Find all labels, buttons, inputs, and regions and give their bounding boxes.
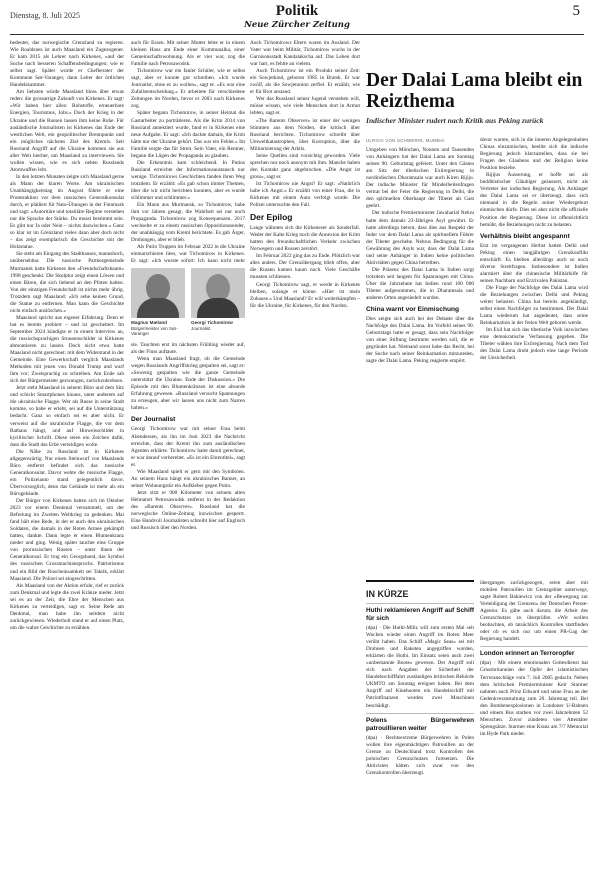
paragraph: In den letzten Monaten zeigte sich Maasland gerne als Mann der klaren Worte. Am ukrainischen Unabhängigkeitstag im August führte er eine Protestaktion vor dem russischen Generalkonsulat durch, er plädiert für Nato-Übungen in der Finnmark und sagt: «Autoritäre und totalitäre Regime verstehen nur die Sprache der Stärke. Du musst bestimmt sein. Es gibt nur Ja oder Nein – nichts dazwischen.» Ganz so klar ist im Grenzland vieles dann aber doch nicht – das zeigt exemplarisch die Geschichte mit der Holzstatue. bbox=[10, 173, 124, 251]
byline: ULRICH VON SCHWERIN, MUMBAI bbox=[366, 138, 445, 143]
issue-date: Dienstag, 8. Juli 2025 bbox=[10, 11, 80, 20]
subheading: Der Journalist bbox=[131, 416, 176, 424]
paragraph: Als Maasland von der Aktion erfuhr, rief er zurück zum Denkmal und legte die zwei Kränze nieder. Jetzt sei es an der Zeit, die Ehre der Menschen aus Kirkenes zu verteidigen, sagt er. Seine Rede am Denkmal, man habe ihn seitdem nicht zurückgewiesen. Wiederholt stand er auf einen Platz, um die wahre Geschichte zu erzählen. bbox=[10, 582, 124, 631]
portrait-photos bbox=[131, 268, 245, 336]
article-subheadline: Indischer Minister rudert nach Kritik aus Peking zurück bbox=[366, 116, 544, 125]
paragraph: Am liebsten würde Maasland bloss über etwas reden: die grossartige Zukunft von Kirkenes. Er sagt: «Wir haben hier alles: Rohstoffe, erneuerbare Energien, Tourismus, Jobs.» Doch der Krieg in der Ukraine und die Russen lassen ihm keine Ruhe. Für ausländische Journalisten ist Kirkenes das Ende der westlichen Welt, ein geopolitischer Brennpunkt und ein mögliches nächstes Ziel des Kremls. Seit Russland Angriff auf die Ukraine kommen sie aus aller Welt hierher, um Maasland zu interviewen. Sie wollen wissen, wie es sich neben Russlands Atomwaffen lebt. bbox=[10, 89, 124, 173]
paragraph: Der indische Premierminister Jawaharlal Nehru hatte dem damals 23-Jährigen Asyl gewährt. Er hatte allerdings betont, dass dies aus Respekt der Inder vor dem Dalai Lama als spirituellem Führer der Tibeter geschehe. Nehrus Bedingung für die Gewährung des Asyls war, dass der Dalai Lama und seine Anhänger in Indien keine politischen Aktivitäten gegen China betreiben. bbox=[366, 210, 474, 266]
page-header bbox=[0, 0, 594, 38]
caption-name: Georgi Tichomirow bbox=[191, 320, 233, 325]
paragraph: Auch Tichomirow ist ein Produkt seiner Zeit: ein Sowjetkind, geboren 1985 in Bratsk. Er war zwölf, als die Sowjetunion zerfiel. Er erzählt, wie er für Brot anstand. bbox=[250, 68, 360, 96]
brief-text: (dpa) · Rechtsextreme Bürgerwehren in Polen wollen ihre eigenmächtigen Patrouillen an der Grenze zu Deutschland trotz Kontrollen des polnischen Grenzschutzes fortsetzen. Die Aktivisten hätten sich zwar von den Grenzkontrollen überzeugt. bbox=[366, 734, 474, 776]
paragraph: davor warnte, sich in die inneren Angelegenheiten Chinas einzumischen, beeilte sich die indische Regierung jedoch klarzustellen, dass sie bei Fragen des Glaubens und der Religion keine Position beziehe. bbox=[480, 137, 588, 172]
header-rule bbox=[10, 34, 584, 35]
news-brief-box bbox=[366, 580, 474, 858]
news-brief-title: IN KÜRZE bbox=[366, 589, 409, 599]
paragraph: bedeutet, das norwegische Grenzland zu regieren. Wie Roaldsnes ist auch Maasland ein Zugezogener. Er kam 2015 als Lehrer nach Kirkenes, «auf der Suche nach besseren Schaffensbedingungen; wie er selbst sagt. Später wurde er Chefberater der Kommune Sør-Varanger, dann Leiter der örtlichen Handelskammer. bbox=[10, 40, 124, 89]
article-column-2 bbox=[480, 137, 588, 572]
photo-caption-left bbox=[131, 320, 185, 337]
paragraph: Die Frage der Nachfolge des Dalai Lama wird die Beziehungen zwischen Delhi und Peking weiter belasten. China hat bereits angekündigt, selbst einen Nachfolger zu bestimmen. Der Dalai Lama wiederum hat angedeutet, dass seine Reinkarnation in der freien Welt geboren werde. bbox=[480, 284, 588, 327]
portrait-journalist bbox=[191, 268, 245, 318]
divider bbox=[366, 603, 474, 604]
column-2 bbox=[131, 40, 245, 264]
brief-text: übergangen zurückgezogen, seien aber mit mobilen Patrouillen im Grenzgebiet unterwegs, sagte Robert Bakiewicz von der «Bewegung zur Verteidigung der Grenzen» der Deutschen Presse-Agentur. Es gäbe auch darum, die Arbeit des Grenzschutzes zu überprüfen. «Wir wollen beobachten, ob tatsächlich Kontrollen stattfinden oder ob es sich nur um einen PR-Gag der Regierung handelt. bbox=[480, 580, 588, 643]
paragraph: Wie Maasland spielt er gern mit den Symbolen. An seinem Haus hängt ein ukrainisches Banner, an seiner Wohnungstür ein Aufkleber gegen Putin. bbox=[131, 468, 245, 489]
paragraph: Georgi Tichomirow war mit seiner Frau beim Abendessen, als ihn im Juni 2023 die Nachricht erreichte, dass der Kreml ihn zum ausländischen Agenten erklärte. Tichomirow hatte damit gerechnet, er war darauf vorbereitet. «Es ist ein Ehrentitel», sagt er. bbox=[131, 426, 245, 468]
subheading: China warnt vor Einmischung bbox=[366, 306, 460, 314]
paragraph: Wer das Russland seiner Jugend verstehen will, müsse wissen, wie viele Menschen dort in Armut lebten, sagt er. bbox=[250, 96, 360, 117]
divider bbox=[366, 713, 474, 714]
brief-headline: Polens Bürgerwehren patrouillieren weiter bbox=[366, 716, 474, 732]
subheading: Der Epilog bbox=[250, 212, 293, 223]
paragraph: Tichomirow war ein fauler Schüler, wie er selbst sagt, aber er konnte gut schreiben. «Ich wurde Journalist, ohne es zu wollen», sagt er. «Es war eine Zufallsentscheidung.» Er arbeitete für verschiedene Zeitungen im Norden, bevor er 2003 nach Kirkenes zog. bbox=[131, 68, 245, 110]
paragraph: Ein Mann aus Murmansk, so Tichomirow, habe ihm vor Jahren gesagt, die Wahrheit sei nur noch Propaganda. Tichomirow zog Konsequenzen. 2017 wechselte er zu einem russischen Oppositionssender, der unabhängig vom Kreml berichtete. Es gab Ärger, Drohungen, aber er blieb. bbox=[131, 202, 245, 244]
paragraph: Jetzt steht Maasland in seinem Büro und dem Sitz und schickt Smartphones hinaus, unter anderem auf die ukrainische Flagge. Wer als Russe in seine Stadt komme, so habe er erlebt, sei auf die Unterstützung bedacht. Ganz so einfach sei es aber nicht. Er verweist auf die ukrainische Flagge, die vor dem Rathaus hängt, und auf Hinweisschilder in kyrillischer Schrift. Diese seien ein Zeichen dafür, dass die Stadt das Erbe verteidigen wolle. bbox=[10, 385, 124, 448]
caption-name: Magnus Mæland bbox=[131, 320, 167, 325]
caption-role: Journalist bbox=[191, 325, 211, 331]
paragraph: Umgeben von Mönchen, Nonnen und Tausenden von Anhängern hat der Dalai Lama am Sonntag seinen 90. Geburtstag gefeiert. Unter den Gästen am Sitz der tibetischen Exilregierung in nordindischen Dharamsala war auch Kiren Rijiju. Der indische Minister für Minderheitenfragen vertrat bei der Feier die Regierung in Delhi, die den spirituellen Oberhaupt der Tibeter als Gast geehrt. bbox=[366, 147, 474, 210]
paragraph: Rijijus Äusserung, er hoffe sei als buddhistischer Gläubiger geäussert, nicht als Vertreter der indischen Regierung. Als Anhänger des Dalai Lama sei er überzeugt, dass sich niemand in die Regeln seiner Wiedergeburt einmischen dürfe. Dies sei aber nicht die offizielle Position der Regierung. Diese ist offensichtlich bemüht, die Beziehungen nicht zu belasten. bbox=[480, 172, 588, 228]
paragraph: Lange wähnten sich die Kirkeneser als Sonderfall. Weder der Kalte Krieg noch die Annexion der Krim hatten den freundschaftlichen Verkehr zwischen Norwegern und Russen zerstört. bbox=[250, 225, 360, 253]
paragraph: auch für Essen. Mit seiner Mutter lebte er in einem kleinen Haus am Ende einer Kommunalka, einer Gemeinschaftswohnung. Als er vier war, zog die Familie nach Petrosawodsk. bbox=[131, 40, 245, 68]
paragraph: Maasland spricht aus eigener Erfahrung. Denn er hat es bereits probiert – und ist gescheitert. Im September 2024 kündigte er in einem Interview an, die russischsprachigen Strassenschilder in Kirkenes abmontieren zu lassen. Doch nicht etwa hatte Maasland nicht gerechnet: mit dem Widerstand in der Gemeinde. Eine Gewerkschaft verglich Maaslands Methoden mit jenen von Donald Trump und warf ihm vor: Zweisprachig zu schreiben. Am Ende sah sich der Bürgermeister gezwungen, zurückzukrebsen. bbox=[10, 314, 124, 385]
subheading: Verhältnis bleibt angespannt bbox=[480, 232, 570, 240]
paragraph: Später begann Tichomirow, in seiner Heimat die Gastarbeiter zu porträtieren. Als die Krim 2014 von Russland annektiert wurde, fand er in Kirkenes eine neue Aufgabe. Er sagt: «Ich dachte damals, die Krim hätte nur der Ukraine gehört. Das war ein Fehler.» Im Familie sorgte das für Streit. Sein Vater, ein Rentner, begann die Lügen der Propaganda zu glauben. bbox=[131, 110, 245, 159]
paragraph: Als Putin Truppen im Februar 2022 in die Ukraine einmarschieren liess, war Tichomirow in Kirkenes. Er sagt: «Ich wusste sofort: Ich kann nicht mehr bbox=[131, 244, 245, 264]
photo-caption-right bbox=[191, 320, 245, 331]
paragraph: Im Exil hat sich das tibetische Volk inzwischen eine demokratische Verfassung gegeben. Die Tibeter wählen ihre Exilregierung. Nach dem Tod des Dalai Lama droht jedoch eine lange Periode der Unsicherheit. bbox=[480, 327, 588, 362]
paragraph: Wenn man Maasland fragt, ob die Gemeinde wegen Russlands Angriffskrieg gespalten sei, sagt er: «Sowenig gespalten wie die ganze Gemeinde unterstützt die Ukraine. Ende der Diskussion.» Die Episode mit den Blumenkränzen ist eine absurde Erfahrung gewesen. «Russland versucht Spannungen zu erzeugen, aber wir lassen uns nicht zum Narren halten.» bbox=[131, 356, 245, 412]
news-brief-column-2 bbox=[480, 580, 588, 858]
paragraph: Die Erkenntnis kam schleichend. In Putins Russland erreichte der Informationsaustausch nur wenige. Tichomirows Geschichten fanden ihren Weg trotzdem. Er erzählt: «Es gab schon immer Themen, über die wir nicht berichten konnten, aber es wurde schlimmer und schlimmer.» bbox=[131, 159, 245, 202]
paragraph: Der Bürger von Kirkenes hatten sich im Oktober 2023 vor einem Denkmal versammelt, um der Befreiung im Zweiten Weltkrieg zu gedenken. Mai fand hält eine Rede, in der er auch den ukrainischen Soldaten, die damals in der Roten Armee gekämpft hatten, dankte. Dann legte er einen Blumenkranz nieder und ging. Wenig später tauchte eine Gruppe von prorussischen Russen – unter ihnen der Generalkonsul. Er trug ein Georgsband, das Symbol des russischen Grossmachtanspruchs. Patriotismus und ein Bild der Buscheinsamkeit sei Taktik, erklärt Maasland. Die Polizei sei eingeschritten. bbox=[10, 498, 124, 582]
column-2-lower bbox=[131, 342, 245, 855]
paragraph: Georgi Tichomirow sagt, er werde in Kirkenes bleiben, solange er könne. «Hier ist mein Zuhause.» Und Maasland? Er will weiterkämpfen – für die Ukraine, für Kirkenes, für den Norden. bbox=[250, 281, 360, 309]
paragraph: sie. Tauchten erst im nächsten Frühling wieder auf, als der Fluss auftaute. bbox=[131, 342, 245, 356]
column-1 bbox=[10, 40, 124, 855]
newspaper-name: Neue Zürcher Zeitung bbox=[244, 20, 350, 30]
paragraph: Sie steht am Eingang des Stadthauses, mannshoch, unübersehbar. Die russische Partnergemeinde Murmansk hatte Kirkenes den «Freundschaftsbaum» 1998 geschenkt. Die Skulptur zeigt einen Löwen und einen Bären, die sich liebend an den Pfoten halten. Von der einstigen Freundschaft ist nichts mehr übrig. Trotzdem sagt Maasland: «Ich sehe keinen Grund, die Statue zu entfernen. Man kann die Geschichte nicht einfach auslöschen.» bbox=[10, 251, 124, 314]
caption-role: Bürgermeister von Sør-Varanger bbox=[131, 325, 178, 336]
paragraph: Jetzt sitzt er 900 Kilometer von seinem alten Heimatort Petrosawodsk entfernt in der Redaktion des «Barents Observer». Russland hat die norwegische Online-Zeitung inzwischen gesperrt. Eine Handvoll Journalisten schreibt hier auf Englisch und Russisch über den Norden. bbox=[131, 489, 245, 532]
column-3 bbox=[250, 40, 360, 855]
paragraph: Die Präsenz des Dalai Lama in Indien sorgt trotzdem seit langem für Spannungen mit China. Über die Jahrzehnte hat Indien rund 100 000 Tibeter aufgenommen, die in Dharamsala und anderen Orten angesiedelt wurden. bbox=[366, 266, 474, 302]
paragraph: Die Nähe zu Russland ist in Kirkenes allgegenwärtig. Nur einen Steinwurf von Maaslands Büro entfernt befindet sich das russische Generalkonsulat. Davor wehte die russische Flagge, ein Polizeiauto stand gelegentlich davor. Übervorsorglich, denn das Gebäude ist mehr als ein Bürogebäude. bbox=[10, 448, 124, 497]
portrait-mayor bbox=[131, 268, 185, 318]
divider bbox=[480, 646, 588, 647]
brief-headline: Huthi reklamieren Angriff auf Schiff für sich bbox=[366, 607, 474, 622]
paragraph: Ist Tichomirow nie Angst? Er sagt: «Natürlich habe ich Angst.» Er erzählt von einer Frau, die in Kirkenes mit einem Auto verfolgt wurde. Die Polizei untersuchte den Fall. bbox=[250, 180, 360, 209]
article-column-1 bbox=[366, 137, 474, 572]
section-title: Politik bbox=[275, 3, 319, 19]
paragraph: Auch Tichomirows Eltern waren im Ausland. Der Vater war beim Militär, Tichomirow wuchs in der Garnisonsstadt Kandalakscha auf. Das Leben dort war hart, es fehlte an vielem. bbox=[250, 40, 360, 68]
article-headline: Der Dalai Lama bleibt ein Reizthema bbox=[366, 70, 583, 112]
paragraph: Dies zeigte sich auch bei der Debatte über die Nachfolge des Dalai Lama. Im Vorfeld seines 90. Geburtstags hatte er gesagt, dass sein Nachfolger von einer Stiftung bestimmt werden soll, die er gegründet hat. Niemand sonst habe das Recht, bei der Suche nach seiner Reinkarnation mitzureden, sagte der Dalai Lama. Peking reagierte empört. bbox=[366, 316, 474, 365]
brief-text: (dpa) · Die Huthi-Miliz will zum ersten Mal seit Wochen wieder einen Angriff im Roten Meer verübt haben. Das Schiff «Magic Seas» sei mit Drohnen und Raketen angegriffen worden, erklärten die Huthi. Im Einsatz seien auch zwei «unbemannte Boote» gewesen. Der Angriff soll sich nach Angaben der Sicherheit der Handelsschifffahrt zuständigen britischen Behörde UKMTO am Sonntag ereignet haben. Bei dem Angriff auf Kinehooten ein Handelsschiff mit Patriotfinanzen wurden zwei Maschinen beschädigt. bbox=[366, 625, 474, 709]
paragraph: Erst im vergangenen Herbst hatten Delhi und Peking einen langjährigen Grenzkonflikt entschärft. Es bleiben allerdings auch so noch diverse Streitfragen. Insbesondere ist Indien alarmiert über die chinesische Militärhilfe für seinen Nachbarn und Erzrivalen Pakistan. bbox=[480, 242, 588, 284]
brief-text: (dpa) · Mit einem emotionalen Gottesdienst hat Grossbritannien der Opfer der islamistischen Terroranschläge vom 7. Juli 2005 gedacht. Neben dem britischen Premierminister Keir Starmer nahmen auch Prinz Edward und seine Frau an der Gedenkveranstaltung zum 20. Jahrestag teil. Bei den Bombenexplosionen in Londoner U-Bahnen und einem Bus starben vor zwei Jahrzehnten 52 Menschen. Zuvor zündeten vier Attentäter Sprengsätze. Starmer eine Kranz am 7/7 Memorial im Hyde Park nieder. bbox=[480, 660, 588, 737]
brief-headline: London erinnert an Terroropfer bbox=[480, 650, 575, 658]
paragraph: Im Februar 2022 ging das zu Ende. Plötzlich war alles anders. Der Grenzübergang blieb offen, aber die Russen kamen kaum noch. Viele Geschäfte mussten schliessen. bbox=[250, 253, 360, 281]
paragraph: Seine Quellen sind vorsichtig geworden. Viele sprechen nur noch anonym mit ihm. Manche haben den Kontakt ganz abgebrochen. «Die Angst ist gross», sagt er. bbox=[250, 152, 360, 180]
page-number: 5 bbox=[572, 3, 580, 19]
paragraph: «The Barents Observer» ist einer der wenigen Stimmen aus dem Norden, die kritisch über Russland berichten. Tichomirow schreibt über Umweltkatastrophen, über Korruption, über die Militarisierung der Arktis. bbox=[250, 117, 360, 152]
